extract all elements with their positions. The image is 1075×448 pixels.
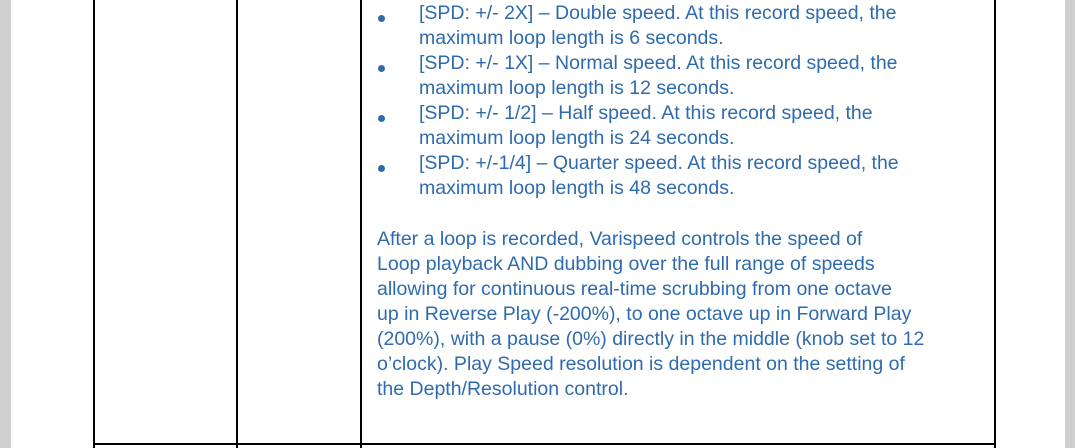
paragraph-line: the Depth/Resolution control.: [377, 378, 629, 400]
bullet-text-line: [SPD: +/- 1/2] – Half speed. At this record speed, the: [419, 102, 873, 124]
table-cell-description: [377, 0, 977, 400]
paragraph-line: allowing for continuous real-time scrubbing from one octave: [377, 278, 892, 300]
bullet-item: [377, 51, 977, 101]
bullet-text-line: maximum loop length is 24 seconds.: [419, 127, 735, 149]
viewer-right-gutter: [1065, 0, 1075, 448]
bullet-dot-icon: [378, 165, 385, 172]
paragraph-line: Loop playback AND dubbing over the full range of speeds: [377, 253, 875, 275]
paragraph-line: After a loop is recorded, Varispeed controls the speed of: [377, 228, 863, 250]
bullet-text-line: maximum loop length is 6 seconds.: [419, 27, 724, 49]
bullet-text-line: maximum loop length is 48 seconds.: [419, 177, 735, 199]
bullet-text-line: [SPD: +/- 1X] – Normal speed. At this record speed, the: [419, 52, 898, 74]
bullet-item: [377, 151, 977, 201]
bullet-dot-icon: [378, 15, 385, 22]
paragraph-line: up in Reverse Play (-200%), to one octave up in Forward Play: [377, 303, 912, 325]
viewer-left-gutter: [0, 0, 11, 448]
bullet-text-line: [SPD: +/-1/4] – Quarter speed. At this record speed, the: [419, 152, 899, 174]
table-border-left: [93, 0, 95, 448]
paragraph-line: (200%), with a pause (0%) directly in the middle (knob set to 12: [377, 328, 925, 350]
paragraph-line: o’clock). Play Speed resolution is dependent on the setting of: [377, 353, 905, 375]
table-border-right: [994, 0, 996, 448]
bullet-item: [377, 101, 977, 151]
table-column-divider-2: [360, 0, 362, 448]
bullet-text-line: [SPD: +/- 2X] – Double speed. At this record speed, the: [419, 2, 897, 24]
table-column-divider-1: [236, 0, 238, 448]
table-row-bottom-border: [93, 443, 996, 445]
bullet-dot-icon: [378, 65, 385, 72]
bullet-item: [377, 1, 977, 51]
bullet-dot-icon: [378, 115, 385, 122]
varispeed-paragraph: [377, 227, 977, 402]
bullet-text-line: maximum loop length is 12 seconds.: [419, 77, 735, 99]
speed-bullet-list: [377, 1, 977, 201]
